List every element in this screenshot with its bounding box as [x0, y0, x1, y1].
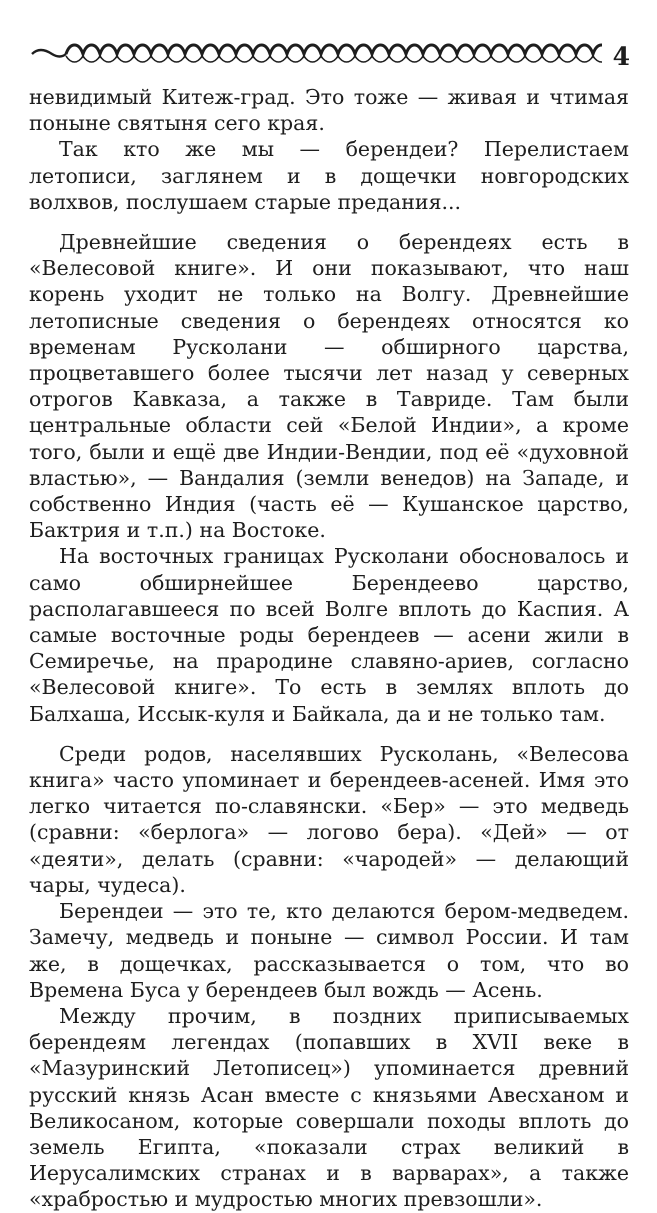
paragraph: Берендеи — это те, кто делаются бером-медведем. Замечу, медведь и поныне — символ России. И там же, в дощечках, рассказывается о том, что во Времена Буса у берендеев был вождь — Асень.: [29, 899, 629, 1002]
page-number: 4: [612, 42, 630, 71]
paragraph: Между прочим, в поздних приписываемых берендеям легендах (попавших в XVII веке в «Мазуринский Летописец») упоминается древний русский князь Асан вместе с князьями Авесханом и Великосаном, которые совершали походы вплоть до земель Египта, «показали страх великий в Иерусалимских странах и в варварах», а также «храбростью и мудростью многих превзошли».: [29, 1003, 629, 1212]
paragraph: невидимый Китеж-град. Это тоже — живая и чтимая поныне святыня сего края.: [29, 85, 629, 136]
paragraph: Так кто же мы — берендеи? Перелистаем летописи, заглянем и в дощечки новгородских волхвов, послушаем старые предания...: [29, 137, 629, 214]
paragraph: Среди родов, населявших Русколань, «Велесова книга» часто упоминает и берендеев-асеней. Имя это легко читается по-славянски. «Бер» — это медведь (сравни: «берлога» — логово бера). «Дей» — от «деяти», делать (сравни: «чародей» — делающий чары, чудеса).: [29, 741, 629, 897]
paragraph: На восточных границах Русколани обосновалось и само обширнейшее Берендеево царство, располагавшееся по всей Волге вплоть до Каспия. А самые восточные роды берендеев — асени жили в Семиречье, на прародине славяно-ариев, согласно «Велесовой книге». То есть в землях вплоть до Балхаша, Иссык-куля и Байкала, да и не только там.: [29, 544, 629, 726]
ornament-divider: [30, 40, 602, 80]
page-header: [30, 40, 630, 80]
page-body: [29, 84, 629, 1213]
paragraph: Древнейшие сведения о берендеях есть в «Велесовой книге». И они показывают, что наш корень уходит не только на Волгу. Древнейшие летописные сведения о берендеях относятся ко временам Русколани — обширного царства, процветавшего более тысячи лет назад у северных отрогов Кавказа, а также в Тавриде. Там были центральные области сей «Белой Индии», а кроме того, были и ещё две Индии-Вендии, под её «духовной властью», — Вандалия (земли венедов) на Западе, и собственно Индия (часть её — Кушанское царство, Бактрия и т.п.) на Востоке.: [29, 230, 629, 543]
